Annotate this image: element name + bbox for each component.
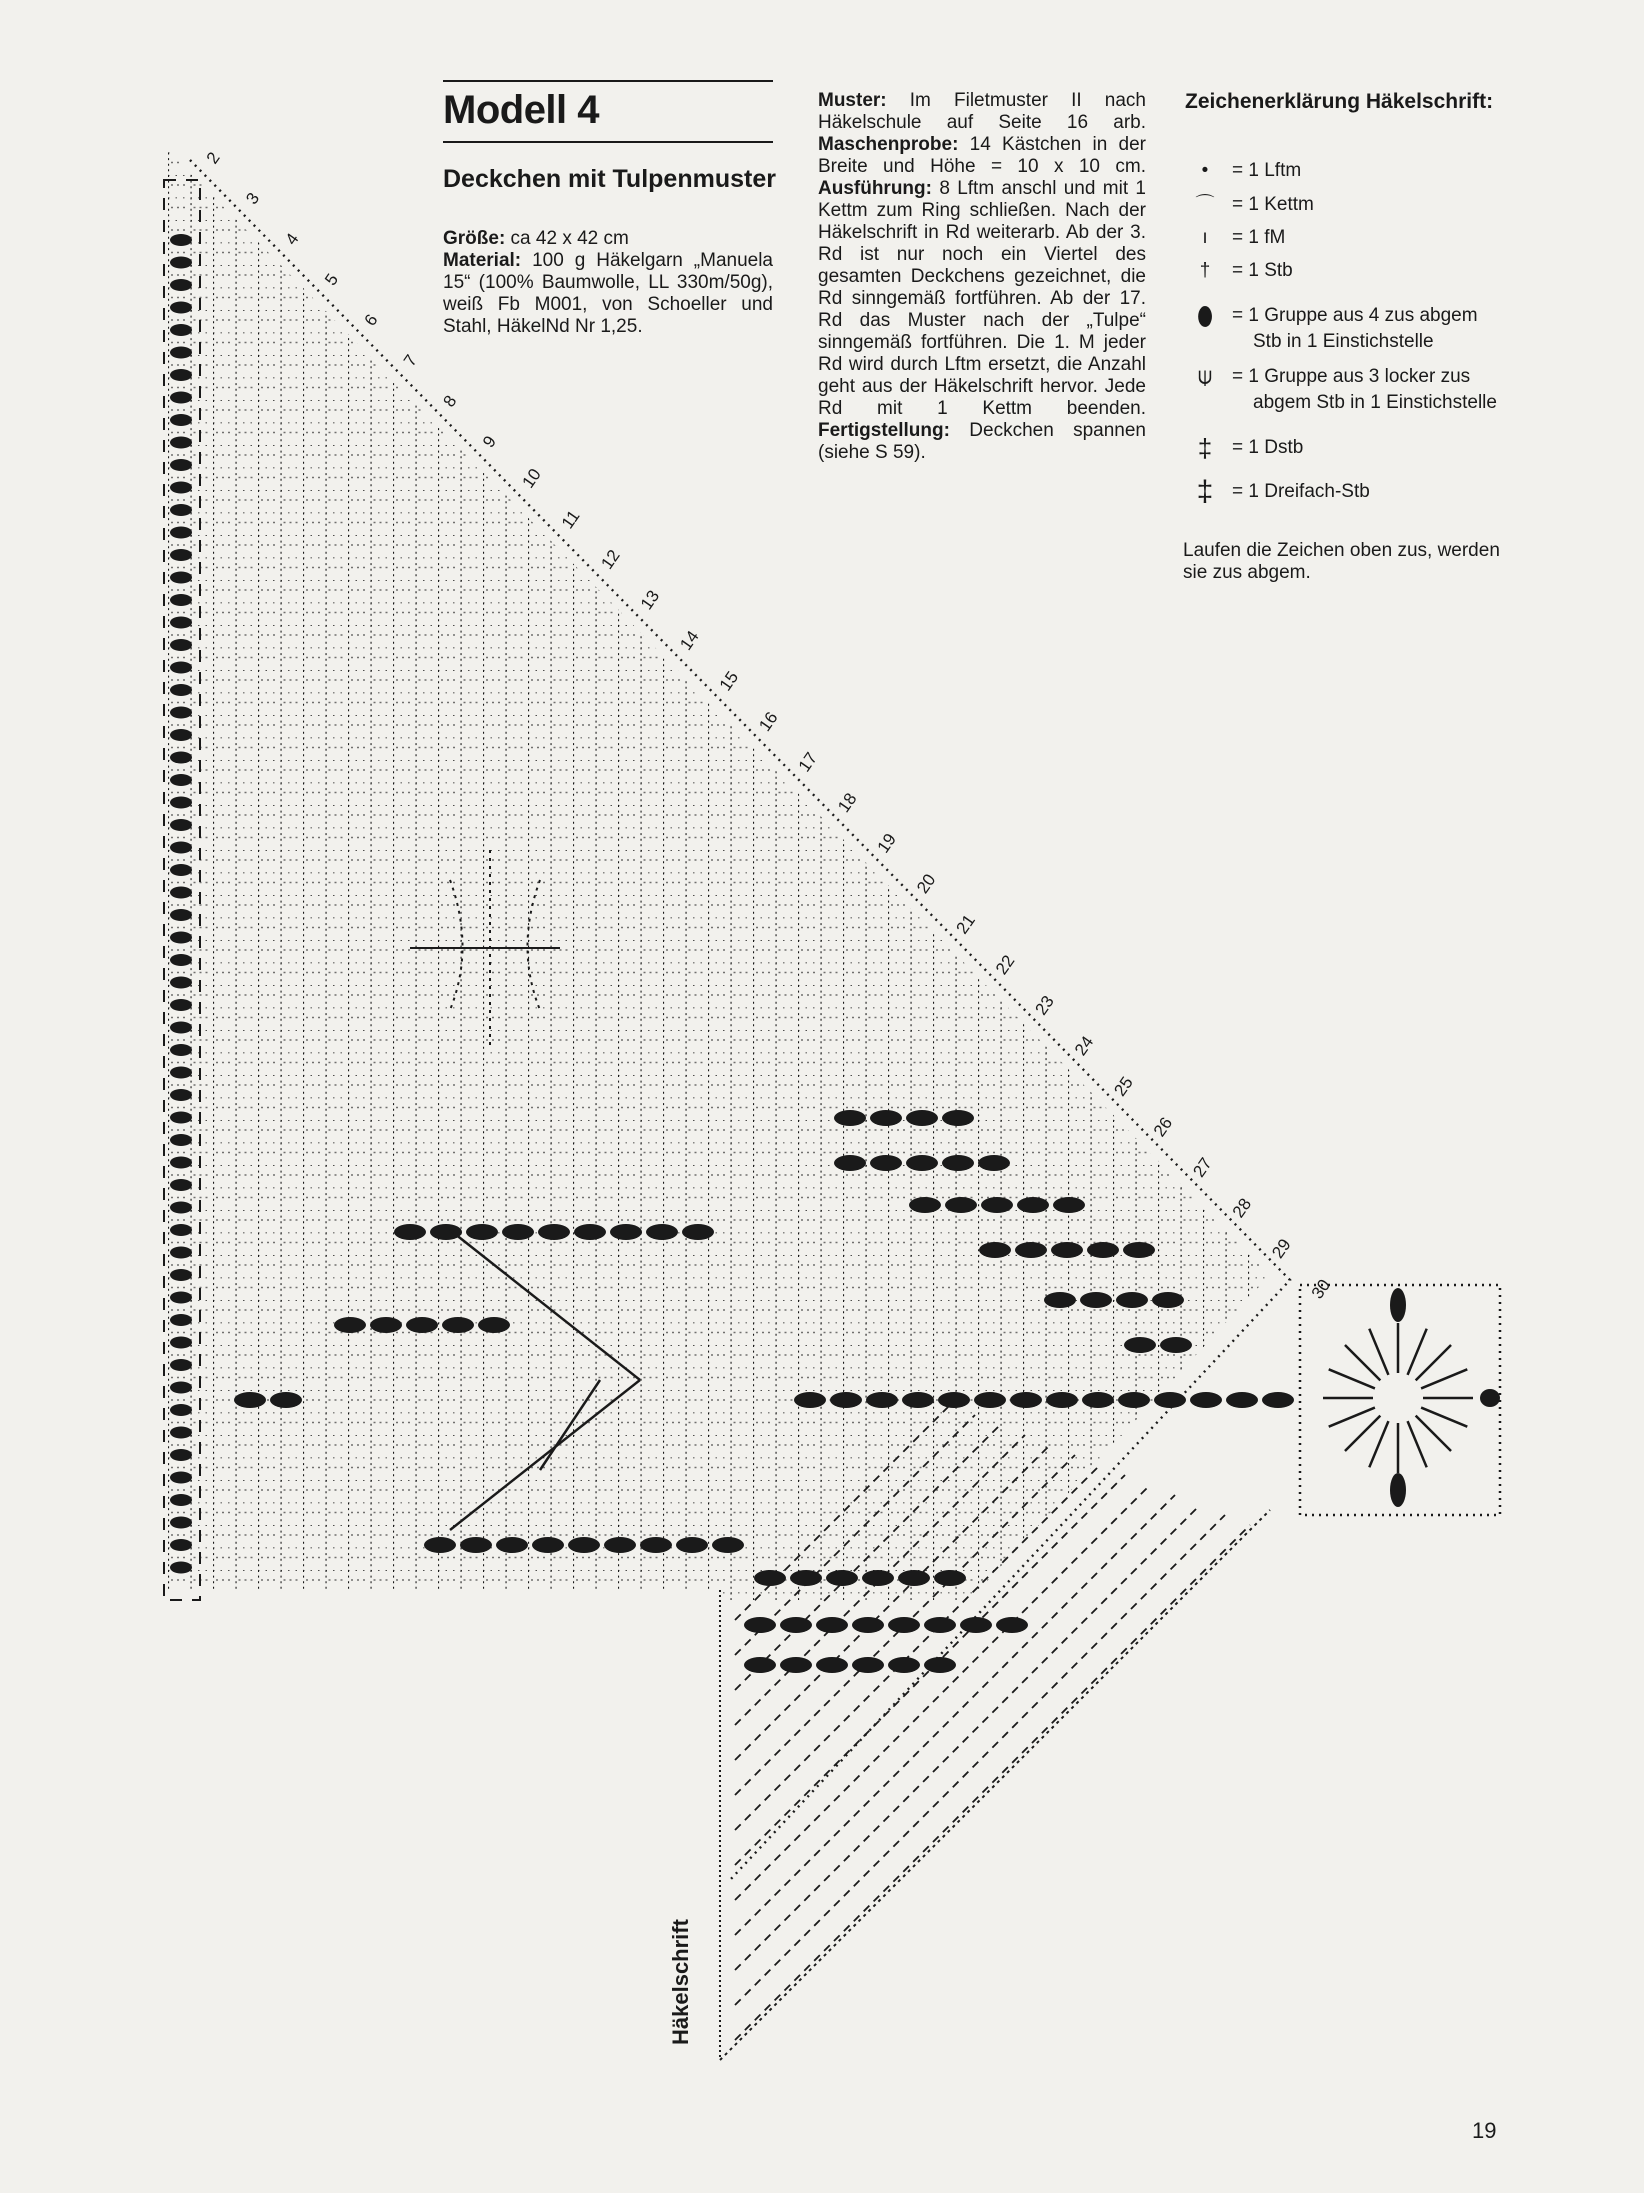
tulip-cluster-mark (568, 1537, 600, 1553)
legend-label: = 1 Gruppe aus 4 zus abgem (1232, 305, 1478, 326)
tulip-cluster-mark (466, 1224, 498, 1240)
tulip-cluster-mark (430, 1224, 462, 1240)
border-cluster-mark (170, 1269, 192, 1281)
tulip-cluster-mark (442, 1317, 474, 1333)
border-cluster-mark (170, 1359, 192, 1371)
muster-label: Muster: (818, 90, 887, 111)
tulip-cluster-mark (604, 1537, 636, 1553)
tulip-cluster-mark (1051, 1242, 1083, 1258)
round-number: 24 (1070, 1032, 1098, 1060)
tulip-cluster-mark (394, 1224, 426, 1240)
tulip-cluster-mark (924, 1617, 956, 1633)
tulip-cluster-mark (1262, 1392, 1294, 1408)
border-cluster-mark (170, 572, 192, 584)
tulip-cluster-mark (754, 1570, 786, 1586)
tulip-cluster-mark (826, 1570, 858, 1586)
tulip-cluster-mark (370, 1317, 402, 1333)
border-cluster-mark (170, 414, 192, 426)
tulip-cluster-mark (1124, 1337, 1156, 1353)
tulip-cluster-mark (640, 1537, 672, 1553)
border-cluster-mark (170, 459, 192, 471)
round-number: 11 (557, 506, 584, 533)
border-cluster-mark (170, 752, 192, 764)
star-ray (1408, 1329, 1427, 1375)
tulip-cluster-mark (996, 1617, 1028, 1633)
border-cluster-mark (170, 684, 192, 696)
legend-label: = 1 Stb (1232, 260, 1293, 281)
round-number: 6 (360, 310, 382, 330)
border-cluster-mark (170, 234, 192, 246)
round-number: 9 (478, 432, 500, 452)
border-cluster-mark (170, 1202, 192, 1214)
tulip-cluster-mark (1044, 1292, 1076, 1308)
tulip-cluster-mark (780, 1617, 812, 1633)
border-cluster-mark (170, 1427, 192, 1439)
star-ray (1416, 1416, 1451, 1451)
border-cluster-mark (170, 1134, 192, 1146)
round-number: 7 (400, 351, 422, 370)
border-cluster-mark (170, 347, 192, 359)
tulip-cluster-mark (1118, 1392, 1150, 1408)
tulip-cluster-mark (870, 1110, 902, 1126)
tulip-cluster-mark (1082, 1392, 1114, 1408)
tulip-cluster-mark (1226, 1392, 1258, 1408)
round-number: 3 (242, 189, 264, 208)
tulip-cluster-mark (1190, 1392, 1222, 1408)
border-cluster-mark (170, 1247, 192, 1259)
tulip-cluster-mark (834, 1155, 866, 1171)
round-number: 22 (991, 951, 1019, 979)
slip-stitch-icon: ⌒ (1195, 194, 1215, 215)
tulip-cluster-mark (906, 1110, 938, 1126)
border-cluster-mark (170, 392, 192, 404)
border-cluster-mark (170, 1337, 192, 1349)
legend-label: = 1 Dstb (1232, 437, 1304, 458)
tulip-cluster-mark (830, 1392, 862, 1408)
ausfuehrung-label: Ausführung: (818, 178, 932, 199)
border-cluster-mark (170, 729, 192, 741)
border-cluster-mark (170, 887, 192, 899)
tulip-cluster-mark (1160, 1337, 1192, 1353)
round-number: 15 (715, 667, 743, 695)
border-cluster-mark (170, 1382, 192, 1394)
border-cluster-mark (170, 662, 192, 674)
round-number: 20 (913, 870, 940, 897)
tulip-cluster-mark (1080, 1292, 1112, 1308)
tulip-cluster-mark (981, 1197, 1013, 1213)
tulip-cluster-mark (945, 1197, 977, 1213)
tulip-cluster-mark (610, 1224, 642, 1240)
fertigstellung-value: Deckchen spannen (siehe S 59). (818, 420, 1146, 463)
border-cluster-mark (170, 1494, 192, 1506)
tulip-cluster-mark (270, 1392, 302, 1408)
tulip-cluster-mark (780, 1657, 812, 1673)
maschenprobe-value: 14 Kästchen in der Breite und Höhe = 10 x 10 cm. (818, 134, 1146, 177)
border-cluster-mark (170, 437, 192, 449)
tulip-cluster-mark (424, 1537, 456, 1553)
legend-note: Laufen die Zeichen oben zus, werden sie zus abgem. (1183, 540, 1500, 583)
size-label: Größe: (443, 228, 506, 249)
tulip-cluster-mark (406, 1317, 438, 1333)
border-cluster-mark (170, 549, 192, 561)
border-cluster-mark (170, 1179, 192, 1191)
fertigstellung-label: Fertigstellung: (818, 420, 950, 441)
material-label: Material: (443, 250, 522, 271)
border-cluster-mark (170, 1112, 192, 1124)
border-cluster-mark (170, 257, 192, 269)
tulip-cluster-mark (682, 1224, 714, 1240)
legend-title: Zeichenerklärung Häkelschrift: (1185, 90, 1494, 113)
round-number: 18 (834, 789, 861, 816)
round-number: 5 (321, 270, 343, 289)
border-cluster-mark (170, 324, 192, 336)
border-cluster-mark (170, 1314, 192, 1326)
tulip-cluster-mark (816, 1657, 848, 1673)
legend-label: = 1 Dreifach-Stb (1232, 481, 1370, 502)
legend-label: = 1 Gruppe aus 3 locker zus (1232, 366, 1471, 387)
cluster-3-icon: ⍦ (1197, 363, 1213, 390)
tulip-cluster-mark (888, 1657, 920, 1673)
round-number: 14 (676, 627, 703, 654)
tulip-cluster-mark (934, 1570, 966, 1586)
round-number: 12 (597, 546, 624, 573)
subtitle: Deckchen mit Tulpenmuster (443, 165, 776, 193)
border-cluster-mark (170, 617, 192, 629)
chain-stitch-icon: • (1201, 160, 1209, 181)
round-number: 2 (202, 148, 224, 168)
round-number: 27 (1189, 1154, 1216, 1181)
tulip-cluster-mark (942, 1110, 974, 1126)
tulip-cluster-mark (790, 1570, 822, 1586)
maschenprobe-label: Maschenprobe: (818, 134, 959, 155)
double-crochet-icon: † (1199, 260, 1211, 281)
round-number: 10 (518, 465, 545, 492)
legend-label-cont: abgem Stb in 1 Einstichstelle (1253, 392, 1497, 413)
tulip-cluster-mark (502, 1224, 534, 1240)
tulip-cluster-mark (834, 1110, 866, 1126)
border-cluster-mark (170, 999, 192, 1011)
star-ray (1329, 1408, 1375, 1427)
star-ray (1345, 1416, 1380, 1451)
border-cluster-mark (170, 1022, 192, 1034)
tulip-cluster-mark (744, 1617, 776, 1633)
size-value: ca 42 x 42 cm (505, 228, 629, 249)
star-ray (1369, 1421, 1388, 1467)
single-crochet-icon: ı (1202, 227, 1208, 248)
tulip-cluster-mark (646, 1224, 678, 1240)
border-cluster-mark (170, 302, 192, 314)
tulip-cluster-mark (744, 1657, 776, 1673)
tulip-cluster-mark (866, 1392, 898, 1408)
tulip-cluster-mark (870, 1155, 902, 1171)
chart-label: Häkelschrift (668, 1919, 693, 2045)
tulip-cluster-mark (794, 1392, 826, 1408)
border-cluster-mark (170, 279, 192, 291)
tulip-cluster-mark (712, 1537, 744, 1553)
border-cluster-mark (170, 369, 192, 381)
tulip-cluster-mark (816, 1617, 848, 1633)
tulip-cluster-mark (574, 1224, 606, 1240)
tulip-cluster-mark (942, 1155, 974, 1171)
tulip-cluster-mark (478, 1317, 510, 1333)
star-ray (1416, 1345, 1451, 1380)
border-cluster-mark (170, 639, 192, 651)
tulip-cluster-mark (1015, 1242, 1047, 1258)
legend-label: = 1 Lftm (1232, 160, 1302, 181)
border-cluster-mark (170, 797, 192, 809)
tulip-cluster-mark (862, 1570, 894, 1586)
tulip-cluster-mark (1154, 1392, 1186, 1408)
round-number: 30 (1307, 1275, 1335, 1303)
tulip-cluster-mark (496, 1537, 528, 1553)
border-cluster-mark (170, 594, 192, 606)
border-cluster-mark (170, 1517, 192, 1529)
round-number: 25 (1110, 1073, 1137, 1100)
material-value: 100 g Häkelgarn „Manuela 15“ (100% Baumwolle, LL 330m/50g), weiß Fb M001, von Schoeller und Stahl, HäkelNd Nr 1,25. (443, 250, 773, 337)
round-number: 17 (794, 748, 822, 776)
tulip-cluster-mark (1123, 1242, 1155, 1258)
star-ray (1421, 1408, 1467, 1427)
tulip-cluster-mark (852, 1657, 884, 1673)
border-cluster-mark (170, 1224, 192, 1236)
tulip-cluster-mark (938, 1392, 970, 1408)
tulip-cluster-mark (906, 1155, 938, 1171)
tulip-cluster-mark (1053, 1197, 1085, 1213)
tulip-cluster-mark (852, 1617, 884, 1633)
tulip-cluster-mark (974, 1392, 1006, 1408)
tulip-cluster-mark (538, 1224, 570, 1240)
tulip-cluster-mark (978, 1155, 1010, 1171)
border-cluster-mark (170, 909, 192, 921)
tulip-cluster-mark (898, 1570, 930, 1586)
tulip-cluster-mark (234, 1392, 266, 1408)
round-number: 29 (1268, 1235, 1295, 1262)
border-cluster-mark (170, 527, 192, 539)
tulip-cluster-mark (960, 1617, 992, 1633)
border-cluster-mark (170, 1472, 192, 1484)
border-cluster-mark (170, 932, 192, 944)
star-ray (1408, 1421, 1427, 1467)
tulip-cluster-mark (532, 1537, 564, 1553)
border-cluster-mark (170, 707, 192, 719)
tulip-cluster-mark (902, 1392, 934, 1408)
border-cluster-mark (170, 1292, 192, 1304)
legend-label: = 1 Kettm (1232, 194, 1314, 215)
border-cluster-mark (170, 774, 192, 786)
treble-crochet-icon: ‡ (1197, 433, 1213, 463)
border-cluster-mark (170, 1157, 192, 1169)
legend-label: = 1 fM (1232, 227, 1286, 248)
border-cluster-mark (170, 1562, 192, 1574)
tulip-cluster-mark (1017, 1197, 1049, 1213)
page-number: 19 (1472, 2118, 1497, 2143)
tulip-cluster-mark (334, 1317, 366, 1333)
tulip-cluster-mark (888, 1617, 920, 1633)
round-number: 4 (281, 229, 303, 249)
tulip-cluster-mark (1087, 1242, 1119, 1258)
round-number: 13 (636, 586, 664, 614)
tulip-cluster-mark (924, 1657, 956, 1673)
tulip-cluster-mark (676, 1537, 708, 1553)
border-cluster-mark (170, 504, 192, 516)
tulip-cluster-mark (979, 1242, 1011, 1258)
round-number: 26 (1149, 1113, 1177, 1141)
star-ray (1421, 1369, 1467, 1388)
border-cluster-mark (170, 977, 192, 989)
tulip-cluster-mark (460, 1537, 492, 1553)
legend-label-cont: Stb in 1 Einstichstelle (1253, 331, 1434, 352)
round-number: 19 (873, 830, 901, 857)
round-number: 21 (952, 911, 979, 938)
border-cluster-mark (170, 819, 192, 831)
triple-treble-icon: ‡ (1196, 475, 1214, 508)
tulip-cluster-mark (909, 1197, 941, 1213)
border-cluster-mark (170, 1449, 192, 1461)
tulip-cluster-mark (1046, 1392, 1078, 1408)
round-number: 28 (1228, 1194, 1256, 1222)
star-ray (1329, 1369, 1375, 1388)
ausfuehrung-value: 8 Lftm anschl und mit 1 Kettm zum Ring schließen. Nach der Häkelschrift in Rd weiterarb. Ab der 3. Rd ist nur noch ein Viertel des gesamten Deckchens gezeichnet, die Rd sinngemäß fortführen. Ab der 17. Rd das Muster nach der „Tulpe“ sinngemäß fortführen. Die 1. M jeder Rd wird durch Lftm ersetzt, die Anzahl geht aus der Häkelschrift hervor. Jede Rd mit 1 Kettm beenden. (818, 178, 1146, 419)
border-cluster-mark (170, 1044, 192, 1056)
instructions-text (818, 90, 1146, 464)
size-material-text (443, 228, 773, 338)
tulip-cluster-mark (1152, 1292, 1184, 1308)
round-number: 16 (755, 708, 782, 735)
cluster-4-icon: ⬮ (1196, 301, 1214, 331)
border-cluster-mark (170, 954, 192, 966)
tulip-cluster-mark (1116, 1292, 1148, 1308)
border-cluster-mark (170, 864, 192, 876)
border-cluster-mark (170, 482, 192, 494)
page-title: Modell 4 (443, 80, 773, 143)
border-cluster-mark (170, 1539, 192, 1551)
round-number: 8 (439, 391, 461, 411)
round-number: 23 (1031, 992, 1058, 1019)
star-ray (1345, 1345, 1380, 1380)
border-cluster-mark (170, 1067, 192, 1079)
border-cluster-mark (170, 842, 192, 854)
border-cluster-mark (170, 1404, 192, 1416)
border-cluster-mark (170, 1089, 192, 1101)
muster-value: Im Filetmuster II nach Häkelschule auf Seite 16 arb. (818, 90, 1146, 133)
star-ray (1369, 1329, 1388, 1375)
tulip-cluster-mark (1010, 1392, 1042, 1408)
